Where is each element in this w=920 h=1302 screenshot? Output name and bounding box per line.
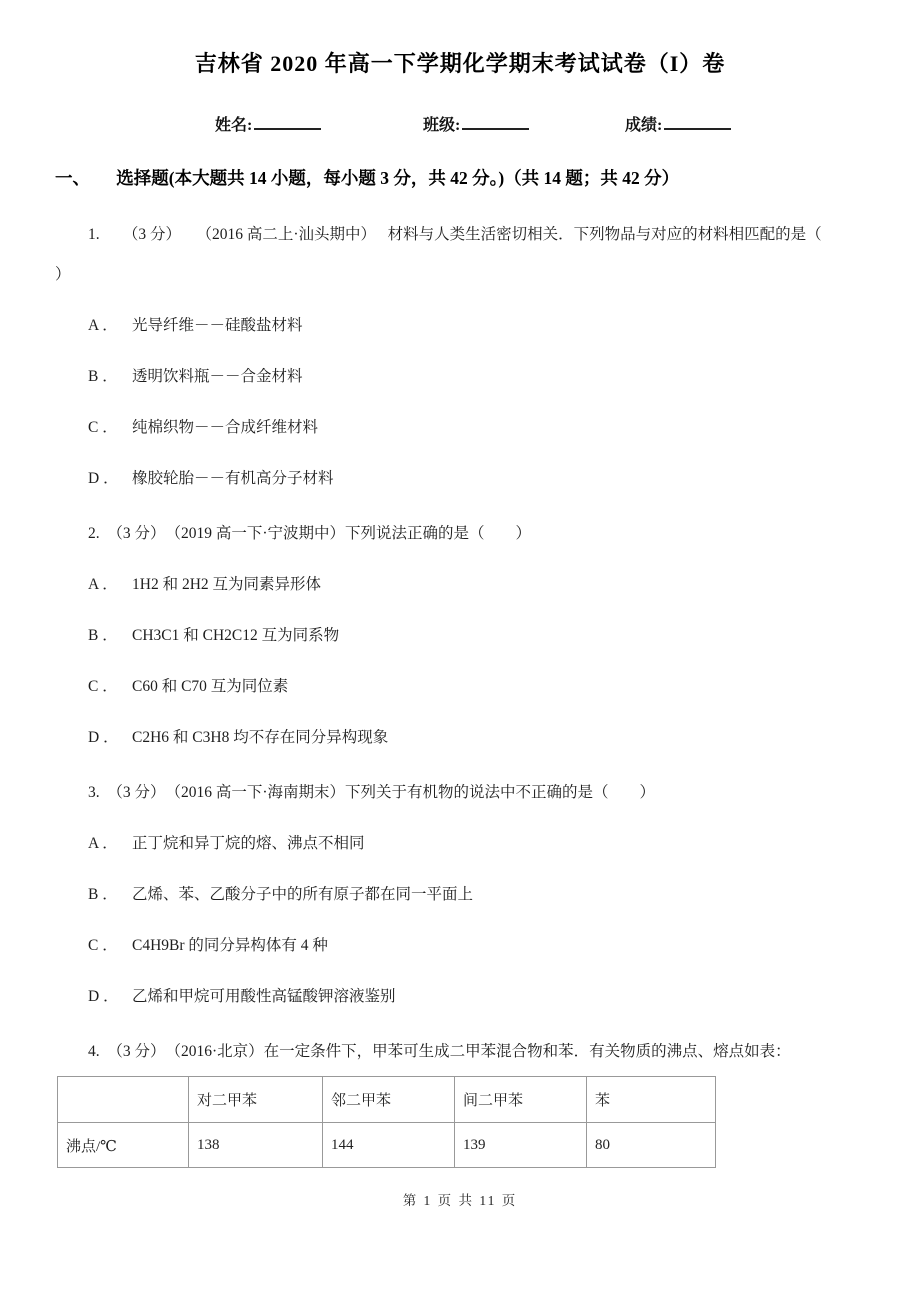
option-letter: C ． <box>88 678 118 695</box>
option-text: C4H9Br 的同分异构体有 4 种 <box>132 937 328 954</box>
table-cell: 144 <box>323 1123 455 1168</box>
option-letter: C ． <box>88 937 118 954</box>
student-info-row <box>0 112 920 136</box>
option-text: C2H6 和 C3H8 均不存在同分异构现象 <box>132 729 389 746</box>
name-label: 姓名: <box>215 117 253 134</box>
option-text: 乙烯和甲烷可用酸性高锰酸钾溶液鉴别 <box>132 988 396 1005</box>
question-2-option-c <box>88 677 920 697</box>
question-3-option-b <box>88 885 920 905</box>
page-title: 吉林省 2020 年高一下学期化学期末考试试卷（I）卷 <box>194 51 726 76</box>
score-blank-line <box>664 115 731 130</box>
option-text: 乙烯、苯、乙酸分子中的所有原子都在同一平面上 <box>132 886 474 903</box>
question-2-option-a <box>88 575 920 595</box>
question-1-stem-continued: ） <box>55 266 71 283</box>
question-1-option-a <box>88 316 920 336</box>
question-4-stem: 4. （3 分） （2016·北京）在一定条件下，甲苯可生成二甲苯混合物和苯．有关物质的沸点、熔点如表： <box>88 1043 791 1060</box>
question-3-option-c <box>88 936 920 956</box>
substance-properties-table <box>57 1076 716 1168</box>
table-cell: 80 <box>587 1123 716 1168</box>
option-text: 纯棉织物－－合成纤维材料 <box>132 419 319 436</box>
question-1-option-b <box>88 367 920 387</box>
question-3-option-a <box>88 834 920 854</box>
option-letter: D ． <box>88 729 119 746</box>
option-text: 1H2 和 2H2 互为同素异形体 <box>132 576 322 593</box>
table-header-cell-para-xylene: 对二甲苯 <box>189 1077 323 1123</box>
question-3-option-d <box>88 987 920 1007</box>
question-3 <box>0 783 920 1007</box>
question-2-stem: 2. （3 分） （2019 高一下·宁波期中）下列说法正确的是（ ） <box>88 525 532 542</box>
option-letter: B ． <box>88 886 118 903</box>
class-blank-line <box>462 115 529 130</box>
table-header-cell-benzene: 苯 <box>587 1077 716 1123</box>
table-cell: 139 <box>455 1123 587 1168</box>
option-letter: C ． <box>88 419 118 436</box>
option-letter: B ． <box>88 627 118 644</box>
option-text: CH3C1 和 CH2C12 互为同系物 <box>132 627 340 644</box>
option-letter: A ． <box>88 317 118 334</box>
class-field <box>423 112 529 135</box>
question-2 <box>0 524 920 748</box>
score-label: 成绩: <box>625 117 663 134</box>
section-heading: 一、 选择题(本大题共 14 小题，每小题 3 分，共 42 分。)（共 14 题；共 42 分） <box>55 168 680 188</box>
table-cell: 138 <box>189 1123 323 1168</box>
question-1 <box>0 225 920 489</box>
table-header-cell-ortho-xylene: 邻二甲苯 <box>323 1077 455 1123</box>
table-header-cell-empty <box>58 1077 189 1123</box>
table-header-cell-meta-xylene: 间二甲苯 <box>455 1077 587 1123</box>
question-2-option-b <box>88 626 920 646</box>
name-blank-line <box>254 115 321 130</box>
question-2-option-d <box>88 728 920 748</box>
option-letter: D ． <box>88 470 119 487</box>
option-text: 正丁烷和异丁烷的熔、沸点不相同 <box>132 835 365 852</box>
name-field <box>215 112 321 135</box>
option-letter: A ． <box>88 835 118 852</box>
option-letter: A ． <box>88 576 118 593</box>
table-row-boiling-point <box>58 1123 716 1168</box>
option-text: 橡胶轮胎－－有机高分子材料 <box>132 470 334 487</box>
table-header-row <box>58 1077 716 1123</box>
question-1-option-c <box>88 418 920 438</box>
option-letter: B ． <box>88 368 118 385</box>
table-row-label: 沸点/℃ <box>58 1123 189 1168</box>
option-text: 光导纤维－－硅酸盐材料 <box>132 317 303 334</box>
question-1-stem: 1. （3 分） （2016 高二上·汕头期中） 材料与人类生活密切相关．下列物品与对应的材料相匹配的是（ <box>88 226 822 243</box>
option-letter: D ． <box>88 988 119 1005</box>
page-footer: 第 1 页 共 11 页 <box>402 1193 518 1208</box>
question-4 <box>0 1042 920 1168</box>
question-3-stem: 3. （3 分） （2016 高一下·海南期末）下列关于有机物的说法中不正确的是（ ） <box>88 784 656 801</box>
option-text: 透明饮料瓶－－合金材料 <box>132 368 303 385</box>
question-1-option-d <box>88 469 920 489</box>
class-label: 班级: <box>423 117 461 134</box>
option-text: C60 和 C70 互为同位素 <box>132 678 289 695</box>
score-field <box>625 112 731 135</box>
